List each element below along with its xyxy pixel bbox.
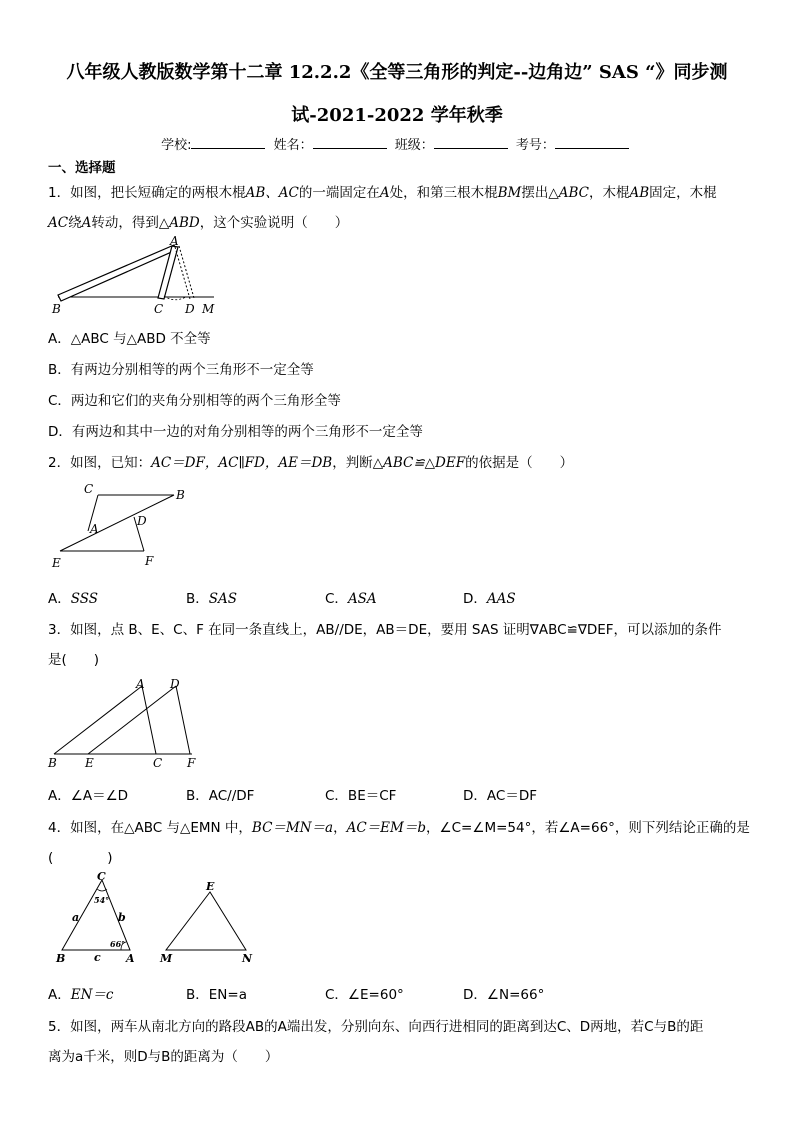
name-blank[interactable] <box>313 136 387 149</box>
q2-label-A: A <box>90 522 99 536</box>
q1-label-C: C <box>154 302 164 316</box>
doc-title-line2: 试-2021-2022 学年秋季 <box>291 105 503 126</box>
q4-option-d[interactable]: D．∠N=66° <box>463 987 545 1003</box>
q2-label-F: F <box>145 554 154 568</box>
q2-option-b[interactable]: B．SAS <box>186 591 238 607</box>
q2-label-B: B <box>176 488 185 502</box>
q4-option-a[interactable]: A．EN＝c <box>48 987 114 1003</box>
q4-angle-A: 66° <box>110 939 126 949</box>
student-info-row <box>0 134 794 153</box>
q3-stem-line1: 3．如图，点 B、E、C、F 在同一条直线上，AB//DE，AB＝DE，要用 SAS 证明∇ABC≌∇DEF，可以添加的条件 <box>48 622 722 638</box>
class-blank[interactable] <box>434 136 508 149</box>
q3-label-A: A <box>136 677 145 691</box>
q1-stem-line1: 1．如图，把长短确定的两根木棍AB、AC的一端固定在A处，和第三根木棍BM摆出△ABC，木棍AB固定，木棍 <box>48 185 717 201</box>
q3-label-B: B <box>48 756 57 770</box>
q1-label-M: M <box>202 302 215 316</box>
q1-figure <box>44 233 224 321</box>
q4-figure <box>48 870 258 966</box>
q2-label-C: C <box>84 482 94 496</box>
q2-figure <box>46 481 196 573</box>
q3-label-C: C <box>153 756 163 770</box>
q3-figure <box>44 676 214 772</box>
q1-option-a[interactable]: A．△ABC 与△ABD 不全等 <box>48 331 211 347</box>
section-heading: 一、选择题 <box>48 160 116 176</box>
q2-label-D: D <box>137 514 147 528</box>
q4-label-c: c <box>94 951 101 964</box>
q3-option-b[interactable]: B．AC//DF <box>186 788 255 804</box>
number-label: 考号： <box>515 138 555 153</box>
doc-title-line1: 八年级人教版数学第十二章 12.2.2《全等三角形的判定--边角边” SAS “》同步测 <box>66 62 728 83</box>
class-label: 班级： <box>394 138 434 153</box>
q4-label-M: M <box>160 952 173 965</box>
q1-label-B: B <box>52 302 61 316</box>
q3-option-c[interactable]: C．BE＝CF <box>325 788 397 804</box>
name-label: 姓名： <box>273 138 313 153</box>
q3-label-F: F <box>187 756 196 770</box>
q1-stem-line2: AC绕A转动，得到△ABD，这个实验说明（ ） <box>48 215 349 231</box>
q4-option-c[interactable]: C．∠E=60° <box>325 987 404 1003</box>
q2-stem: 2．如图，已知：AC＝DF，AC∥FD，AE＝DB，判断△ABC≌△DEF的依据是（ ） <box>48 455 574 471</box>
number-blank[interactable] <box>555 136 629 149</box>
q1-label-A: A <box>170 234 179 248</box>
q3-label-E: E <box>85 756 94 770</box>
q1-label-D: D <box>185 302 195 316</box>
q4-angle-C: 54° <box>94 895 110 905</box>
q3-label-D: D <box>170 677 180 691</box>
q1-option-c[interactable]: C．两边和它们的夹角分别相等的两个三角形全等 <box>48 393 341 409</box>
q4-label-B: B <box>56 952 66 965</box>
school-label: 学校: <box>161 138 192 153</box>
school-blank[interactable] <box>191 136 265 149</box>
q2-option-c[interactable]: C．ASA <box>325 591 377 607</box>
q4-label-N: N <box>242 952 253 965</box>
q2-label-E: E <box>52 556 61 570</box>
q5-stem-line1: 5．如图，两车从南北方向的路段AB的A端出发，分别向东、向西行进相同的距离到达C、D两地，若C与B的距 <box>48 1019 704 1035</box>
q4-option-b[interactable]: B．EN=a <box>186 987 247 1003</box>
q3-option-a[interactable]: A．∠A＝∠D <box>48 788 129 804</box>
q2-option-a[interactable]: A．SSS <box>48 591 99 607</box>
q3-option-d[interactable]: D．AC＝DF <box>463 788 537 804</box>
q4-label-C: C <box>97 870 106 883</box>
q4-label-a: a <box>72 911 80 924</box>
q4-stem-line1: 4．如图，在△ABC 与△EMN 中，BC＝MN＝a，AC＝EM＝b，∠C=∠M=54°，若∠A=66°，则下列结论正确的是 <box>48 820 750 836</box>
q4-label-E: E <box>206 880 215 893</box>
q2-option-d[interactable]: D．AAS <box>463 591 516 607</box>
q1-option-b[interactable]: B．有两边分别相等的两个三角形不一定全等 <box>48 362 314 378</box>
q4-stem-line2: ( ) <box>48 850 113 866</box>
q5-stem-line2: 离为a千米，则D与B的距离为（ ） <box>48 1049 279 1065</box>
q4-label-A: A <box>126 952 135 965</box>
q1-option-d[interactable]: D．有两边和其中一边的对角分别相等的两个三角形不一定全等 <box>48 424 423 440</box>
q4-label-b: b <box>118 911 126 924</box>
q3-stem-line2: 是( ) <box>48 652 100 668</box>
